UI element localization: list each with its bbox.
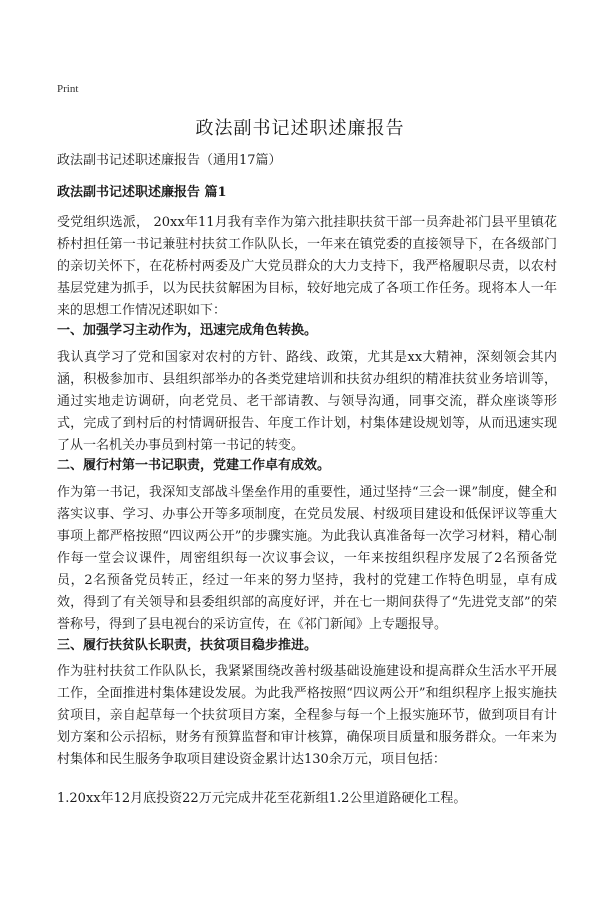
paragraph-1: 我认真学习了党和国家对农村的方针、路线、政策，尤其是xx大精神，深刻领会其内涵，积极参加市、县组织部举办的各类党建培训和扶贫办组织的精准扶贫业务培训等，通过实地走访调研，向老党员、老干部请教、与领导沟通，同事交流，群众座谈等形式，完成了到村后的村情调研报告、年度工作计划，村集体建设规划等，从而迅速实现了从一名机关办事员到村第一书记的转变。 (57, 350, 557, 453)
heading-2: 二、履行村第一书记职责，党建工作卓有成效。 (57, 458, 331, 473)
document-title: 政法副书记述职述廉报告 (195, 118, 405, 139)
paragraph-4: 1.20xx年12月底投资22万元完成井花至花新组1.2公里道路硬化工程。 (57, 791, 467, 806)
print-label: Print (57, 83, 79, 95)
paragraph-2: 作为第一书记，我深知支部战斗堡垒作用的重要性，通过坚持“三会一课”制度，健全和落实议事、学习、办事公开等多项制度，在党员发展、村级项目建设和低保评议等重大事项上都严格按照“四议两公开”的步骤实施。为此我认真准备每一次学习材料，精心制作每一堂会议课件，周密组织每一次议事会议，一年来按组织程序发展了2名预备党员，2名预备党员转正，经过一年来的努力坚持，我村的党建工作特色明显，卓有成效，得到了有关领导和县委组织部的高度好评，并在七一期间获得了“先进党支部”的荣誉称号，得到了县电视台的采访宣传，在《祁门新闻》上专题报导。 (57, 485, 557, 632)
paragraph-3: 作为驻村扶贫工作队队长，我紧紧围绕改善村级基础设施建设和提高群众生活水平开展工作，全面推进村集体建设发展。为此我严格按照“四议两公开”和组织程序上报实施扶贫项目，亲自起草每一个扶贫项目方案，全程参与每一个上报实施环节，做到项目有计划方案和公示招标，财务有预算监督和审计核算，确保项目质量和服务群众。一年来为村集体和民生服务争取项目建设资金累计达130余万元，项目包括： (57, 664, 557, 767)
section-title: 政法副书记述职述廉报告 篇1 (57, 185, 227, 200)
document-subtitle: 政法副书记述职述廉报告（通用17篇） (57, 153, 282, 168)
heading-3: 三、履行扶贫队长职责，扶贫项目稳步推进。 (57, 638, 318, 653)
intro-paragraph: 受党组织选派， 20xx年11月我有幸作为第六批挂职扶贫干部一员奔赴祁门县平里镇花桥村担任第一书记兼驻村扶贫工作队队长，一年来在镇党委的直接领导下，在各级部门的亲切关怀下，在花桥村两委及广大党员群众的大力支持下，我严格履职尽责，以农村基层党建为抓手，以为民扶贫解困为目标，较好地完成了各项工作任务。现将本人一年来的思想工作情况述职如下： (57, 215, 557, 318)
heading-1: 一、加强学习主动作为，迅速完成角色转换。 (57, 323, 318, 338)
